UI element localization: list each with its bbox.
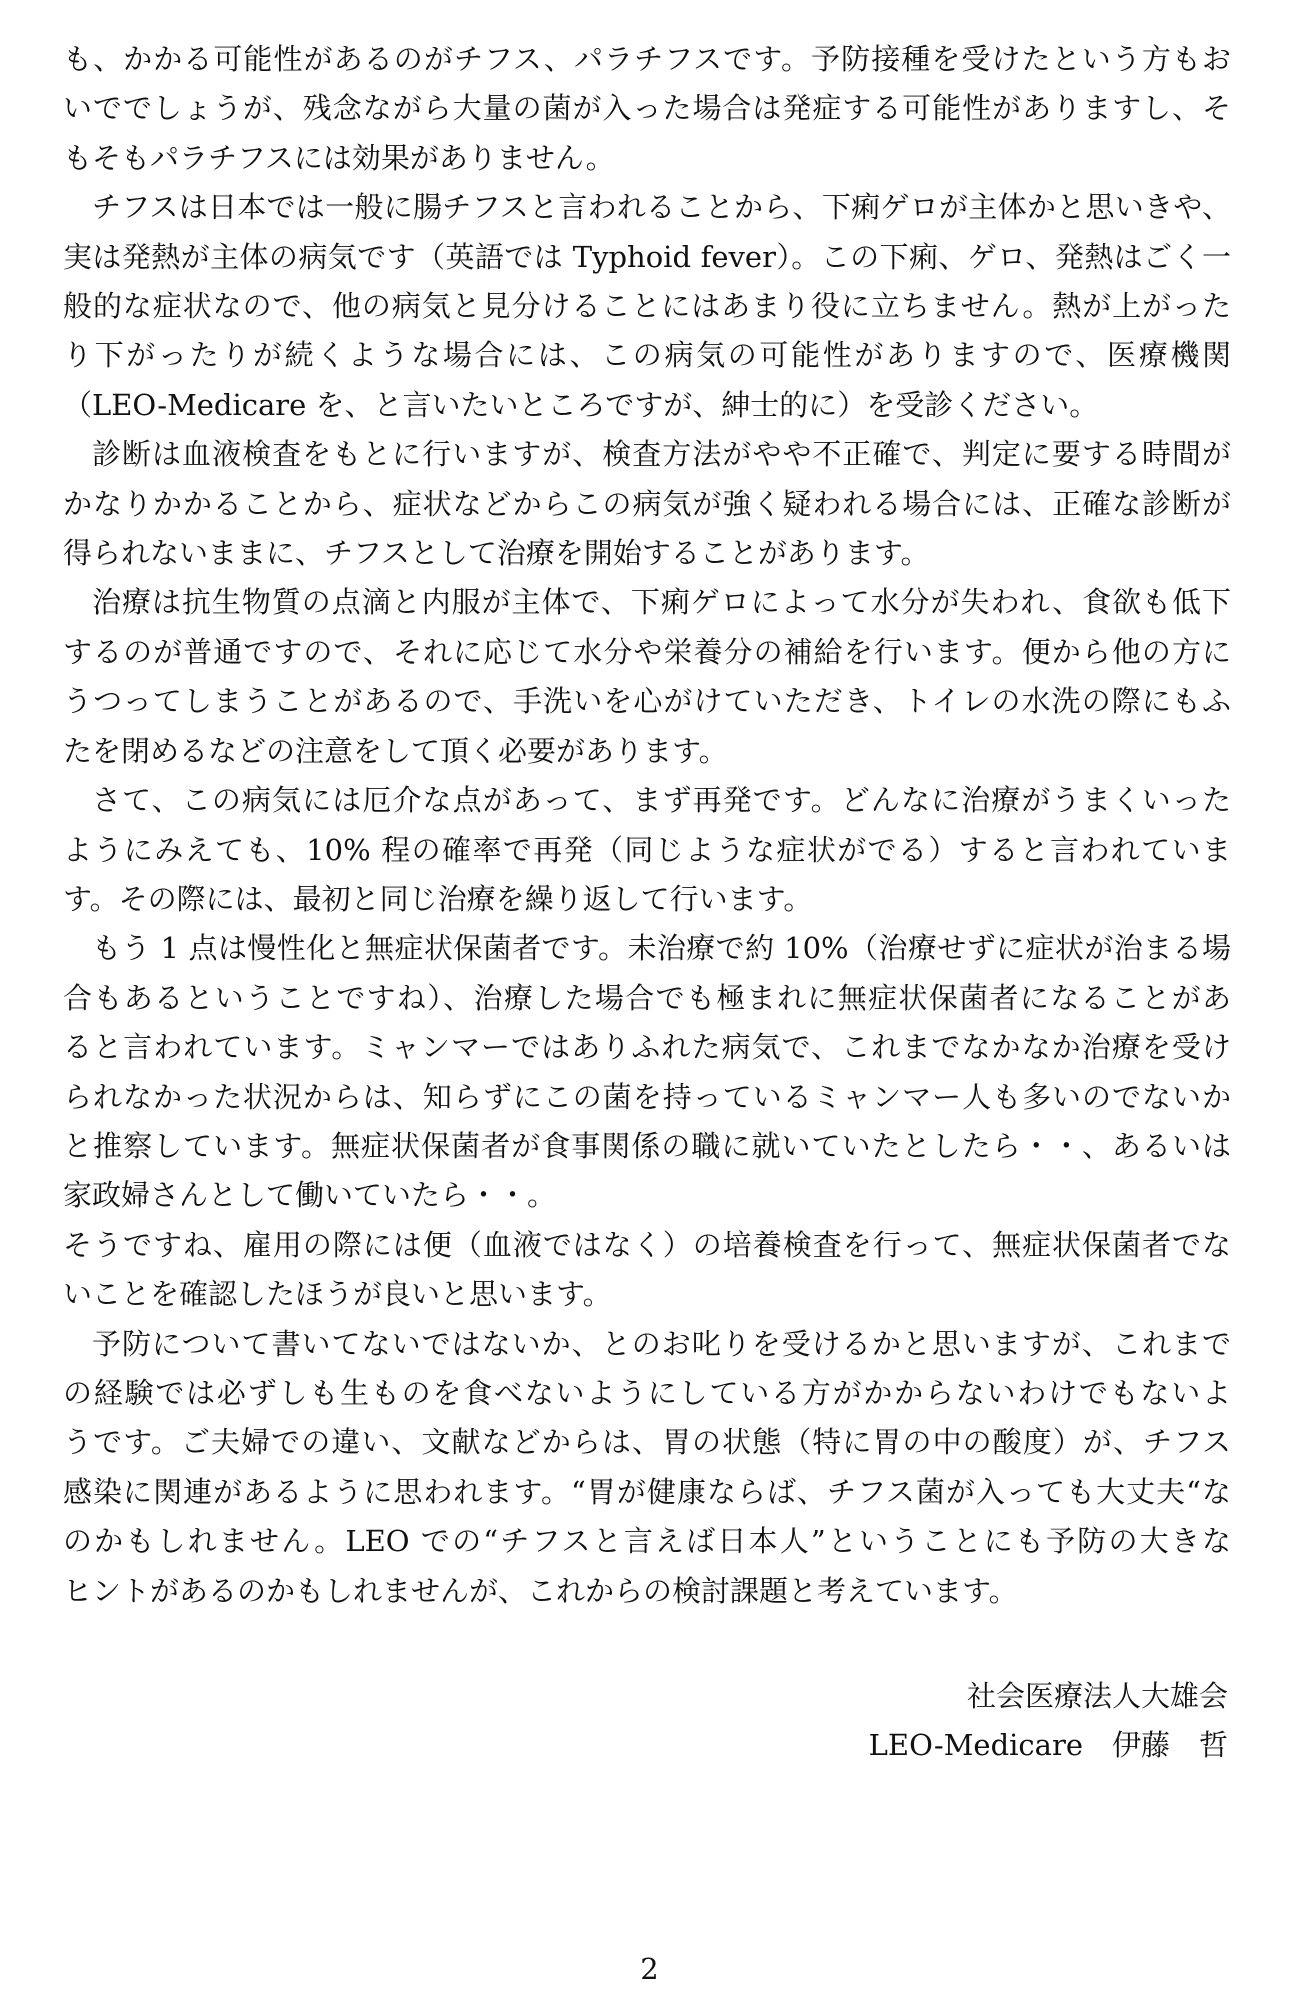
text-line: 診断は血液検査をもとに行いますが、検査方法がやや不正確で、判定に要する時間が — [92, 437, 1231, 472]
text-line: 予防について書いてないではないか、とのお叱りを受けるかと思いますが、これまで — [92, 1326, 1231, 1361]
text-line: うです。ご夫婦での違い、文献などからは、胃の状態（特に胃の中の酸度）が、チフス — [63, 1425, 1231, 1460]
text-line: ると言われています。ミャンマーではありふれた病気で、これまでなかなか治療を受け — [63, 1030, 1231, 1065]
text-line: チフスは日本では一般に腸チフスと言われることから、下痢ゲロが主体かと思いきや、 — [92, 190, 1231, 225]
text-line: られなかった状況からは、知らずにこの菌を持っているミャンマー人も多いのでないか — [63, 1079, 1231, 1114]
paragraph — [63, 35, 1231, 183]
text-line: もそもパラチフスには効果がありません。 — [63, 140, 615, 175]
text-line: もう 1 点は慢性化と無症状保菌者です。未治療で約 10%（治療せずに症状が治まる場 — [92, 931, 1231, 966]
text-line: 得られないままに、チフスとして治療を開始することがあります。 — [63, 536, 930, 571]
text-line: かなりかかることから、症状などからこの病気が強く疑われる場合には、正確な診断が — [63, 486, 1231, 521]
text-line: の経験では必ずしも生ものを食べないようにしている方がかからないわけでもないよ — [63, 1375, 1231, 1410]
text-line: 家政婦さんとして働いていたら・・。 — [63, 1178, 557, 1213]
paragraph — [63, 1320, 1231, 1616]
text-line: り下がったりが続くような場合には、この病気の可能性がありますので、医療機関 — [63, 338, 1231, 373]
signature-organization: 社会医療法人大雄会 — [966, 1679, 1228, 1713]
text-line: ヒントがあるのかもしれませんが、これからの検討課題と考えています。 — [63, 1573, 1018, 1608]
page-number: 2 — [640, 1952, 659, 1986]
signature-name: LEO-Medicare 伊藤 哲 — [868, 1728, 1228, 1762]
text-line: 般的な症状なので、他の病気と見分けることにはあまり役に立ちません。熱が上がった — [63, 289, 1231, 324]
text-line: いことを確認したほうが良いと思います。 — [63, 1277, 612, 1312]
paragraph — [63, 924, 1231, 1220]
text-line: も、かかる可能性があるのがチフス、パラチフスです。予防接種を受けたという方もお — [63, 42, 1231, 76]
paragraph — [63, 578, 1231, 776]
text-line: うつってしまうことがあるので、手洗いを心がけていただき、トイレの水洗の際にもふ — [63, 684, 1231, 719]
paragraph — [63, 1221, 1231, 1320]
text-line: す。その際には、最初と同じ治療を繰り返して行います。 — [63, 881, 813, 916]
body-text — [63, 35, 1231, 1616]
text-line: いででしょうが、残念ながら大量の菌が入った場合は発症する可能性がありますし、そ — [63, 91, 1231, 126]
paragraph — [63, 183, 1231, 430]
text-line: （LEO-Medicare を、と言いたいところですが、紳士的に）を受診ください。 — [63, 387, 1099, 422]
text-line: するのが普通ですので、それに応じて水分や栄養分の補給を行います。便から他の方に — [63, 634, 1231, 669]
text-line: 治療は抗生物質の点滴と内服が主体で、下痢ゲロによって水分が失われ、食欲も低下 — [92, 585, 1231, 620]
text-line: 合もあるということですね）、治療した場合でも極まれに無症状保菌者になることがあ — [63, 980, 1231, 1015]
text-line: のかもしれません。LEO での“チフスと言えば日本人”ということにも予防の大きな — [63, 1524, 1231, 1559]
text-line: と推察しています。無症状保菌者が食事関係の職に就いていたとしたら・・、あるいは — [63, 1128, 1231, 1163]
paragraph — [63, 430, 1231, 578]
text-line: 感染に関連があるように思われます。“胃が健康ならば、チフス菌が入っても大丈夫“な — [63, 1474, 1231, 1509]
text-line: たを閉めるなどの注意をして頂く必要があります。 — [63, 733, 728, 768]
text-line: 実は発熱が主体の病気です（英語では Typhoid fever）。この下痢、ゲロ、発熱はごく一 — [63, 239, 1231, 274]
text-line: さて、この病気には厄介な点があって、まず再発です。どんなに治療がうまくいった — [92, 783, 1231, 818]
text-line: そうですね、雇用の際には便（血液ではなく）の培養検査を行って、無症状保菌者でな — [63, 1227, 1231, 1262]
text-line: ようにみえても、10% 程の確率で再発（同じような症状がでる）すると言われていま — [63, 832, 1231, 867]
signature — [628, 1672, 1228, 1770]
paragraph — [63, 776, 1231, 924]
